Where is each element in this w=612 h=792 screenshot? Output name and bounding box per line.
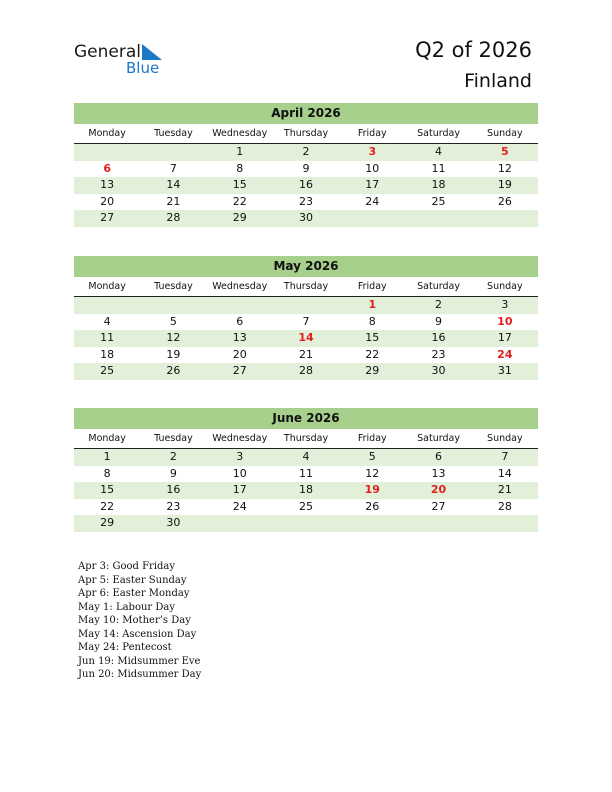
week-row [74, 314, 538, 331]
day-cell [472, 515, 538, 532]
day-cell: 1 [236, 145, 244, 158]
day-cell: 29 [232, 211, 247, 224]
day-cell: 13 [232, 331, 247, 344]
week-row [74, 330, 538, 347]
day-cell [339, 210, 405, 227]
day-cell: 27 [431, 499, 446, 513]
day-cell: 24 [232, 499, 247, 513]
weekday-label: Sunday [487, 128, 523, 139]
weeks-container [74, 297, 538, 380]
day-cell: 7 [169, 161, 177, 175]
logo-blue-text: Blue [126, 59, 160, 77]
day-cell: 3 [501, 298, 509, 311]
document-country: Finland [464, 70, 532, 92]
day-cell [339, 515, 405, 532]
day-cell: 22 [100, 499, 115, 513]
holiday-entry: May 10: Mother’s Day [78, 615, 191, 626]
holiday-entry: May 14: Ascension Day [78, 628, 197, 640]
day-cell: 14 [298, 331, 314, 344]
day-cell [207, 297, 273, 314]
day-cell: 5 [501, 145, 509, 158]
weekday-header-row [74, 125, 538, 144]
weekday-label: Wednesday [212, 433, 268, 444]
day-cell: 27 [232, 364, 247, 377]
day-cell: 3 [368, 145, 377, 158]
month-april [74, 103, 538, 227]
day-cell: 2 [169, 450, 177, 463]
day-cell [74, 144, 140, 161]
day-cell: 5 [368, 450, 376, 463]
day-cell: 12 [166, 331, 181, 344]
week-row [74, 297, 538, 314]
day-cell [207, 515, 273, 532]
month-title: April 2026 [74, 103, 538, 124]
month-title: May 2026 [74, 256, 538, 277]
day-cell: 26 [497, 194, 512, 208]
weekday-label: Saturday [417, 433, 460, 444]
day-cell: 19 [364, 483, 380, 496]
weekday-label: Saturday [417, 281, 460, 292]
day-cell: 19 [166, 347, 181, 361]
day-cell: 28 [497, 499, 512, 513]
day-cell: 28 [298, 364, 313, 377]
day-cell: 9 [435, 314, 443, 328]
day-cell [405, 210, 471, 227]
holiday-entry: May 24: Pentecost [78, 642, 172, 653]
day-cell: 12 [365, 466, 380, 480]
day-cell: 15 [365, 331, 380, 344]
day-cell: 10 [497, 314, 513, 328]
weekday-label: Sunday [487, 281, 523, 292]
weekday-label: Wednesday [212, 281, 268, 292]
day-cell: 18 [100, 347, 115, 361]
day-cell: 25 [298, 499, 313, 513]
day-cell: 2 [435, 298, 443, 311]
week-row [74, 161, 538, 178]
day-cell: 21 [166, 194, 181, 208]
day-cell: 10 [232, 466, 247, 480]
week-row [74, 499, 538, 516]
day-cell: 12 [497, 161, 512, 175]
day-cell: 20 [430, 483, 447, 496]
day-cell: 13 [431, 466, 446, 480]
week-row [74, 515, 538, 532]
day-cell: 19 [497, 178, 512, 191]
weekday-label: Monday [88, 128, 126, 139]
day-cell: 17 [232, 483, 247, 496]
day-cell: 18 [431, 178, 446, 191]
day-cell: 4 [103, 314, 111, 328]
weekday-label: Monday [88, 281, 126, 292]
day-cell: 15 [100, 483, 115, 496]
day-cell: 16 [431, 331, 446, 344]
day-cell: 8 [368, 314, 376, 328]
day-cell: 16 [298, 178, 313, 191]
holiday-entry: Apr 3: Good Friday [78, 561, 176, 572]
day-cell: 3 [236, 450, 244, 463]
weekday-label: Tuesday [154, 281, 193, 292]
day-cell: 21 [298, 347, 313, 361]
day-cell: 6 [236, 314, 244, 328]
day-cell: 7 [302, 314, 310, 328]
day-cell [273, 515, 339, 532]
weekday-label: Tuesday [154, 128, 193, 139]
day-cell: 17 [497, 331, 512, 344]
day-cell: 14 [166, 178, 181, 191]
day-cell: 23 [298, 194, 313, 208]
week-row [74, 177, 538, 194]
week-row [74, 466, 538, 483]
day-cell: 11 [100, 331, 115, 344]
holiday-entry: Apr 6: Easter Monday [78, 588, 190, 599]
weekday-label: Friday [357, 433, 387, 444]
week-row [74, 363, 538, 380]
day-cell: 25 [431, 194, 446, 208]
day-cell: 22 [232, 194, 247, 208]
day-cell: 11 [298, 466, 313, 480]
day-cell: 20 [232, 347, 247, 361]
day-cell: 1 [103, 450, 111, 463]
day-cell: 9 [302, 161, 310, 175]
day-cell: 28 [166, 211, 181, 224]
day-cell: 1 [368, 298, 377, 311]
day-cell: 23 [431, 347, 446, 361]
day-cell: 26 [365, 499, 380, 513]
document-title: Q2 of 2026 [415, 38, 532, 62]
day-cell: 8 [236, 161, 244, 175]
day-cell: 25 [100, 364, 115, 377]
holiday-entry: Jun 20: Midsummer Day [78, 669, 202, 680]
holiday-list [78, 560, 201, 682]
day-cell: 6 [103, 161, 111, 175]
day-cell [140, 297, 206, 314]
day-cell: 30 [298, 211, 313, 224]
day-cell [472, 210, 538, 227]
weekday-label: Thursday [283, 433, 329, 444]
holiday-entry: May 1: Labour Day [78, 601, 175, 613]
weekday-label: Friday [357, 128, 387, 139]
day-cell: 2 [302, 145, 310, 158]
weekday-header-row [74, 430, 538, 449]
weekday-header-row [74, 278, 538, 297]
day-cell [74, 297, 140, 314]
holiday-entry: Apr 5: Easter Sunday [78, 574, 187, 586]
day-cell: 7 [501, 450, 509, 463]
day-cell: 18 [298, 483, 313, 496]
weekday-label: Sunday [487, 433, 523, 444]
day-cell: 29 [365, 364, 380, 377]
week-row [74, 194, 538, 211]
week-row [74, 482, 538, 499]
day-cell: 23 [166, 499, 181, 513]
day-cell: 26 [166, 364, 181, 377]
logo-triangle-icon [142, 44, 162, 60]
day-cell: 30 [166, 516, 181, 529]
day-cell: 10 [365, 161, 380, 175]
day-cell: 24 [365, 194, 380, 208]
month-june [74, 408, 538, 532]
weekday-label: Thursday [283, 281, 329, 292]
day-cell: 13 [100, 178, 115, 191]
weekday-label: Tuesday [154, 433, 193, 444]
day-cell: 9 [169, 466, 177, 480]
day-cell [405, 515, 471, 532]
day-cell: 16 [166, 483, 181, 496]
day-cell: 30 [431, 364, 446, 377]
day-cell: 29 [100, 516, 115, 529]
weekday-label: Thursday [283, 128, 329, 139]
logo [74, 42, 174, 82]
week-row [74, 144, 538, 161]
logo-general-text: General [74, 42, 141, 62]
weekday-label: Saturday [417, 128, 460, 139]
day-cell: 8 [103, 466, 111, 480]
weekday-label: Monday [88, 433, 126, 444]
day-cell [140, 144, 206, 161]
day-cell: 4 [302, 450, 310, 463]
holiday-entry: Jun 19: Midsummer Eve [78, 655, 201, 667]
week-row [74, 449, 538, 466]
day-cell: 22 [365, 347, 380, 361]
weeks-container [74, 144, 538, 227]
weekday-label: Wednesday [212, 128, 268, 139]
weeks-container [74, 449, 538, 532]
day-cell: 21 [497, 483, 512, 496]
day-cell: 24 [497, 347, 513, 361]
month-may [74, 256, 538, 380]
day-cell: 11 [431, 161, 446, 175]
day-cell: 6 [435, 450, 443, 463]
day-cell: 5 [169, 314, 177, 328]
day-cell: 31 [497, 364, 512, 377]
day-cell: 27 [100, 211, 115, 224]
day-cell: 14 [497, 466, 512, 480]
month-title: June 2026 [74, 408, 538, 429]
day-cell [273, 297, 339, 314]
week-row [74, 347, 538, 364]
day-cell: 17 [365, 178, 380, 191]
day-cell: 15 [232, 178, 247, 191]
day-cell: 20 [100, 194, 115, 208]
week-row [74, 210, 538, 227]
day-cell: 4 [435, 145, 443, 158]
weekday-label: Friday [357, 281, 387, 292]
